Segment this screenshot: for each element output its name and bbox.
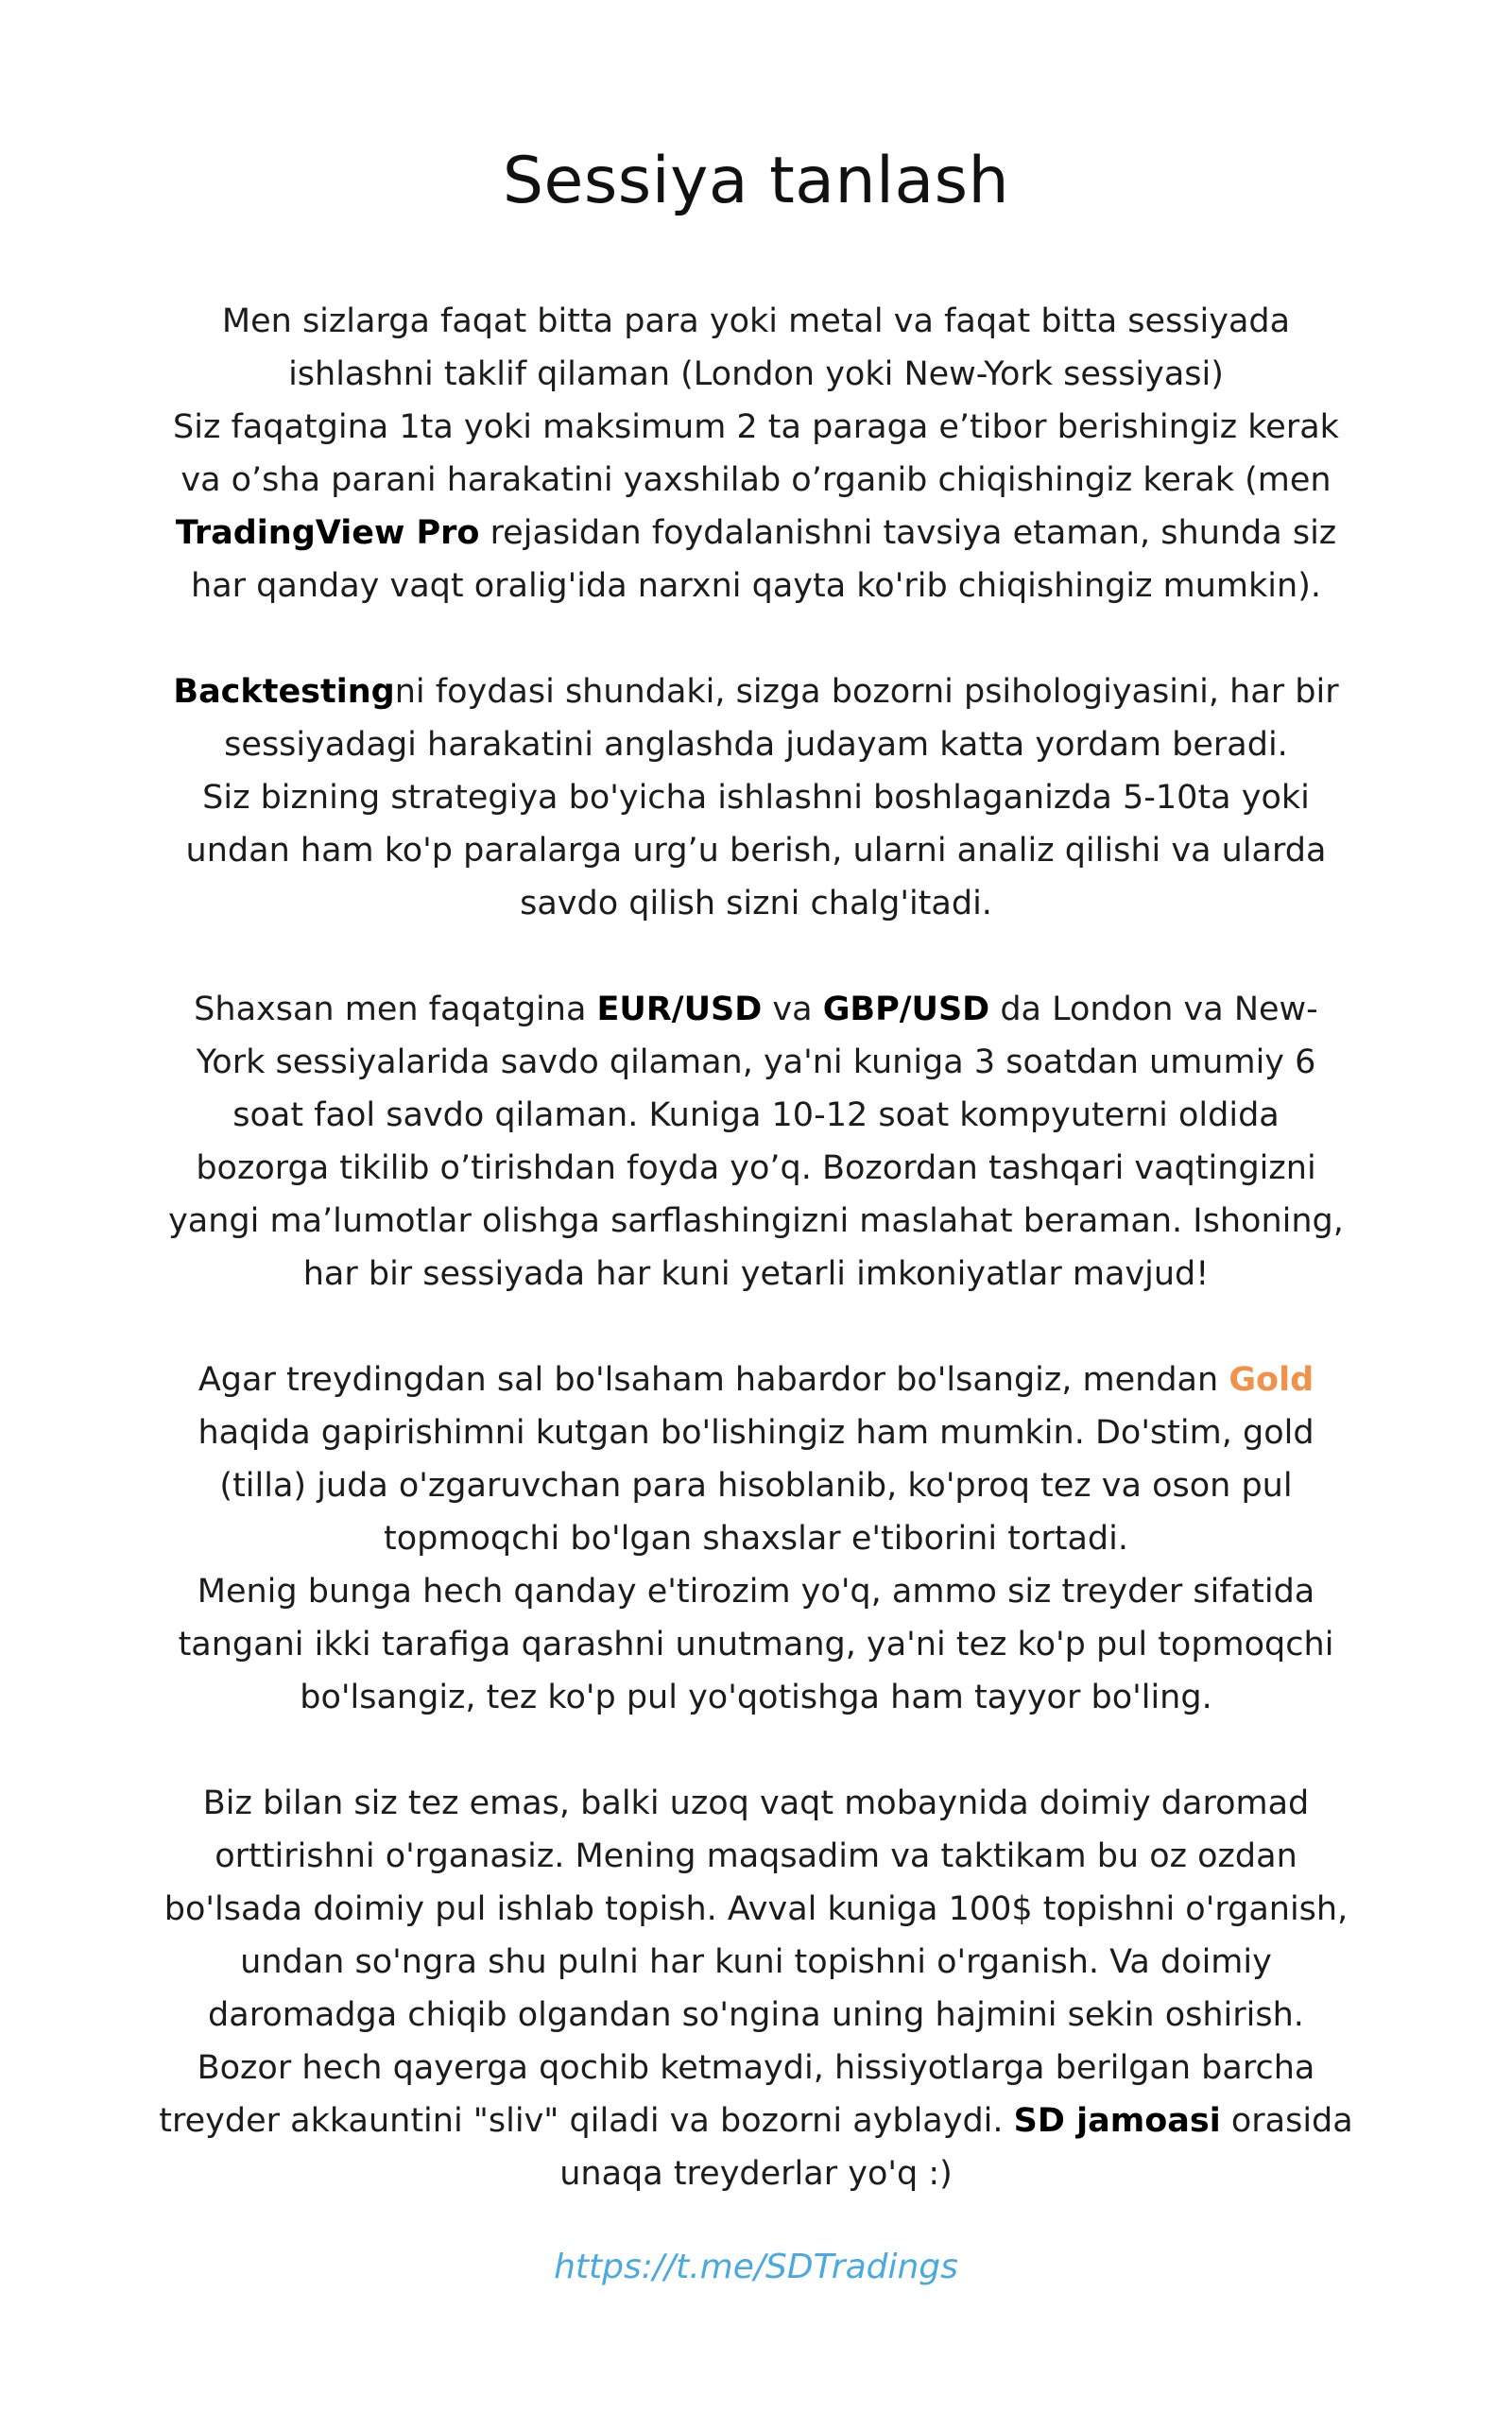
text-segment: treyder akkauntini "sliv" qiladi va bozorni ayblaydi. [159, 2102, 1014, 2140]
text-segment: Men sizlarga faqat bitta para yoki metal va faqat bitta sessiyada [221, 302, 1291, 340]
text-segment: orasida [1220, 2102, 1353, 2140]
text-line [113, 1671, 1399, 1724]
text-line [113, 1565, 1399, 1618]
text-segment: Siz bizning strategiya bo'yicha ishlashni boshlaganizda 5-10ta yoki [202, 779, 1310, 817]
text-line [113, 1883, 1399, 1936]
text-segment: savdo qilish sizni chalg'itadi. [520, 885, 992, 922]
bold-term: TradingView Pro [175, 514, 480, 552]
paragraph-4 [113, 1353, 1399, 1724]
text-segment: tangani ikki tarafiga qarashni unutmang, ya'ni tez ko'p pul topmoqchi [178, 1626, 1334, 1663]
text-segment: Bozor hech qayerga qochib ketmaydi, hissiyotlarga berilgan barcha [197, 2049, 1315, 2087]
text-line [113, 718, 1399, 771]
text-segment: ni foydasi shundaki, sizga bozorni psihologiyasini, har bir [394, 673, 1339, 711]
text-segment: haqida gapirishimni kutgan bo'lishingiz ham mumkin. Do'stim, gold [198, 1414, 1314, 1452]
text-segment: York sessiyalarida savdo qilaman, ya'ni kuniga 3 soatdan umumiy 6 [196, 1043, 1316, 1081]
text-line [113, 771, 1399, 824]
text-line [113, 1459, 1399, 1512]
text-segment: undan so'ngra shu pulni har kuni topishni o'rganish. Va doimiy [240, 1943, 1272, 1981]
paragraph-5 [113, 1777, 1399, 2200]
text-segment: har bir sessiyada har kuni yetarli imkoniyatlar mavjud! [302, 1255, 1210, 1293]
bold-term: SD jamoasi [1013, 2102, 1221, 2140]
text-segment: da London va New- [989, 991, 1318, 1028]
text-segment: (tilla) juda o'zgaruvchan para hisoblanib, ko'proq tez va oson pul [219, 1467, 1293, 1505]
paragraph-3 [113, 983, 1399, 1301]
text-segment: undan ham ko'p paralarga urg’u berish, ularni analiz qilishi va ularda [185, 832, 1327, 870]
text-segment: Agar treydingdan sal bo'lsaham habardor bo'lsangiz, mendan [198, 1361, 1229, 1399]
telegram-link[interactable]: https://t.me/SDTradings [554, 2248, 958, 2286]
text-line [113, 348, 1399, 401]
gold-highlight: Gold [1228, 1361, 1314, 1399]
document-body [113, 295, 1399, 2253]
text-segment: bo'lsada doimiy pul ishlab topish. Avval kuniga 100$ topishni o'rganish, [163, 1890, 1349, 1928]
text-line [113, 1353, 1399, 1406]
paragraph-1 [113, 295, 1399, 612]
text-line [113, 1036, 1399, 1089]
text-segment: va [762, 991, 823, 1028]
text-segment: Shaxsan men faqatgina [194, 991, 597, 1028]
text-line [113, 2042, 1399, 2094]
text-line [113, 1195, 1399, 1248]
text-segment: daromadga chiqib olgandan so'ngina uning hajmini sekin oshirish. [208, 1996, 1304, 2034]
text-line [113, 1512, 1399, 1565]
paragraph-2 [113, 665, 1399, 930]
bold-term: GBP/USD [822, 991, 990, 1028]
bold-term: EUR/USD [596, 991, 763, 1028]
text-segment: Biz bilan siz tez emas, balki uzoq vaqt mobaynida doimiy daromad [202, 1784, 1310, 1822]
text-line [113, 1406, 1399, 1459]
text-segment: yangi ma’lumotlar olishga sarflashingizni maslahat beraman. Ishoning, [168, 1202, 1344, 1240]
text-segment: soat faol savdo qilaman. Kuniga 10-12 soat kompyuterni oldida [232, 1096, 1280, 1134]
text-line [113, 1936, 1399, 1989]
text-line [113, 560, 1399, 612]
text-segment: orttirishni o'rganasiz. Mening maqsadim va taktikam bu oz ozdan [215, 1837, 1297, 1875]
text-segment: ishlashni taklif qilaman (London yoki New-York sessiyasi) [288, 355, 1224, 393]
text-segment: bo'lsangiz, tez ko'p pul yo'qotishga ham tayyor bo'ling. [300, 1679, 1212, 1716]
text-line [113, 1089, 1399, 1142]
text-line [113, 1142, 1399, 1195]
text-line [113, 1989, 1399, 2042]
text-line [113, 454, 1399, 507]
text-line [113, 1248, 1399, 1301]
text-segment: unaqa treyderlar yo'q :) [559, 2155, 953, 2193]
text-line [113, 983, 1399, 1036]
text-line [113, 507, 1399, 560]
text-line [113, 665, 1399, 718]
text-line [113, 401, 1399, 454]
text-line [113, 824, 1399, 877]
text-segment: rejasidan foydalanishni tavsiya etaman, shunda siz [479, 514, 1337, 552]
page-title: Sessiya tanlash [502, 144, 1010, 218]
text-line [113, 2147, 1399, 2200]
text-line [113, 295, 1399, 348]
text-segment: Menig bunga hech qanday e'tirozim yo'q, ammo siz treyder sifatida [197, 1573, 1315, 1611]
text-segment: Siz faqatgina 1ta yoki maksimum 2 ta paraga e’tibor berishingiz kerak [173, 408, 1339, 446]
text-segment: har qanday vaqt oralig'ida narxni qayta ko'rib chiqishingiz mumkin). [191, 567, 1321, 605]
text-segment: topmoqchi bo'lgan shaxslar e'tiborini tortadi. [384, 1520, 1128, 1558]
text-line [113, 1777, 1399, 1830]
text-segment: sessiyadagi harakatini anglashda judayam katta yordam beradi. [224, 726, 1288, 764]
text-line [113, 1830, 1399, 1883]
text-segment: va o’sha parani harakatini yaxshilab o’rganib chiqishingiz kerak (men [180, 461, 1332, 499]
text-line [113, 877, 1399, 930]
text-line [113, 2094, 1399, 2147]
bold-term: Backtesting [173, 673, 395, 711]
text-line [113, 1618, 1399, 1671]
text-segment: bozorga tikilib o’tirishdan foyda yo’q. Bozordan tashqari vaqtingizni [196, 1149, 1316, 1187]
